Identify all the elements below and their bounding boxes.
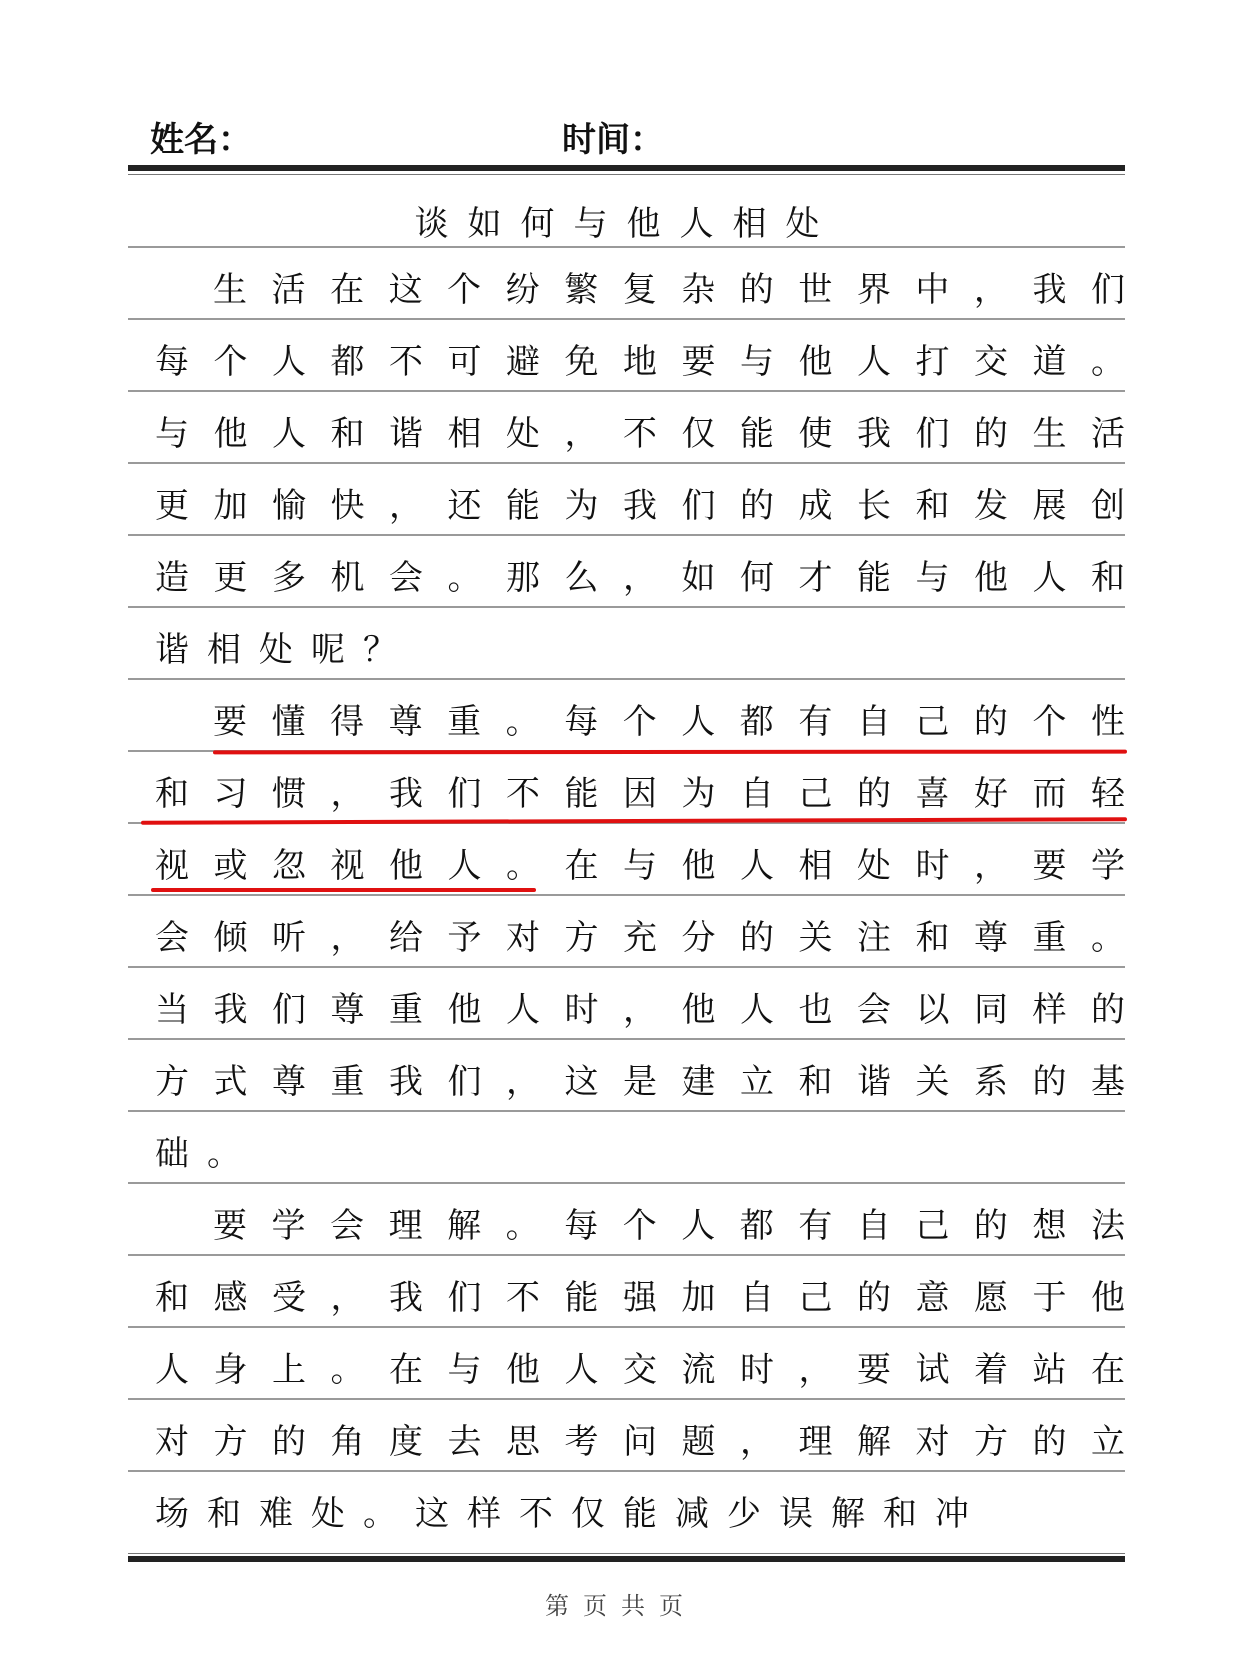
name-label: 姓名： bbox=[150, 120, 252, 160]
red-underline bbox=[151, 888, 536, 892]
ruled-line bbox=[128, 1254, 1125, 1256]
ruled-line bbox=[128, 1110, 1125, 1112]
text-line: 当 我 们 尊 重 他 人 时 ， 他 人 也 会 以 同 样 的 bbox=[155, 990, 1125, 1030]
ruled-line bbox=[128, 390, 1125, 392]
ruled-line bbox=[128, 966, 1125, 968]
text-line: 方 式 尊 重 我 们 ， 这 是 建 立 和 谐 关 系 的 基 bbox=[155, 1062, 1125, 1102]
ruled-line bbox=[128, 894, 1125, 896]
ruled-line bbox=[128, 1182, 1125, 1184]
ruled-line bbox=[128, 1470, 1125, 1472]
text-line: 与 他 人 和 谐 相 处 ， 不 仅 能 使 我 们 的 生 活 bbox=[155, 414, 1125, 454]
text-line: 视 或 忽 视 他 人 。 在 与 他 人 相 处 时 ， 要 学 bbox=[155, 846, 1125, 886]
text-line: 人 身 上 。 在 与 他 人 交 流 时 ， 要 试 着 站 在 bbox=[155, 1350, 1125, 1390]
text-line: 和 感 受 ， 我 们 不 能 强 加 自 己 的 意 愿 于 他 bbox=[155, 1278, 1125, 1318]
ruled-line bbox=[128, 318, 1125, 320]
text-line: 造 更 多 机 会 。 那 么 ， 如 何 才 能 与 他 人 和 bbox=[155, 558, 1125, 598]
text-line: 要 懂 得 尊 重 。 每 个 人 都 有 自 己 的 个 性 bbox=[213, 702, 1125, 742]
ruled-line bbox=[128, 246, 1125, 248]
worksheet-header bbox=[128, 100, 1125, 160]
bottom-rule bbox=[128, 1556, 1125, 1562]
ruled-line bbox=[128, 678, 1125, 680]
text-line: 谐相处呢？ bbox=[155, 630, 415, 670]
text-line: 础。 bbox=[155, 1134, 259, 1174]
ruled-line bbox=[128, 1038, 1125, 1040]
bottom-rule-thin bbox=[128, 1553, 1125, 1554]
text-line: 每 个 人 都 不 可 避 免 地 要 与 他 人 打 交 道 。 bbox=[155, 342, 1125, 382]
ruled-line bbox=[128, 606, 1125, 608]
text-line: 场和难处。这样不仅能减少误解和冲 bbox=[155, 1494, 987, 1534]
text-line: 要 学 会 理 解 。 每 个 人 都 有 自 己 的 想 法 bbox=[213, 1206, 1125, 1246]
time-label: 时间： bbox=[562, 120, 664, 160]
text-line: 更 加 愉 快 ， 还 能 为 我 们 的 成 长 和 发 展 创 bbox=[155, 486, 1125, 526]
text-line: 对 方 的 角 度 去 思 考 问 题 ， 理 解 对 方 的 立 bbox=[155, 1422, 1125, 1462]
top-rule-thin bbox=[128, 174, 1125, 175]
ruled-line bbox=[128, 534, 1125, 536]
essay-title: 谈如何与他人相处 bbox=[414, 204, 839, 244]
ruled-line bbox=[128, 1398, 1125, 1400]
text-line: 和 习 惯 ， 我 们 不 能 因 为 自 己 的 喜 好 而 轻 bbox=[155, 774, 1125, 814]
text-line: 会 倾 听 ， 给 予 对 方 充 分 的 关 注 和 尊 重 。 bbox=[155, 918, 1125, 958]
top-rule bbox=[128, 165, 1125, 171]
ruled-line bbox=[128, 1326, 1125, 1328]
ruled-line bbox=[128, 462, 1125, 464]
red-underline bbox=[213, 750, 1127, 755]
text-line: 生 活 在 这 个 纷 繁 复 杂 的 世 界 中 ， 我 们 bbox=[213, 270, 1125, 310]
page-footer: 第页共页 bbox=[545, 1592, 697, 1620]
